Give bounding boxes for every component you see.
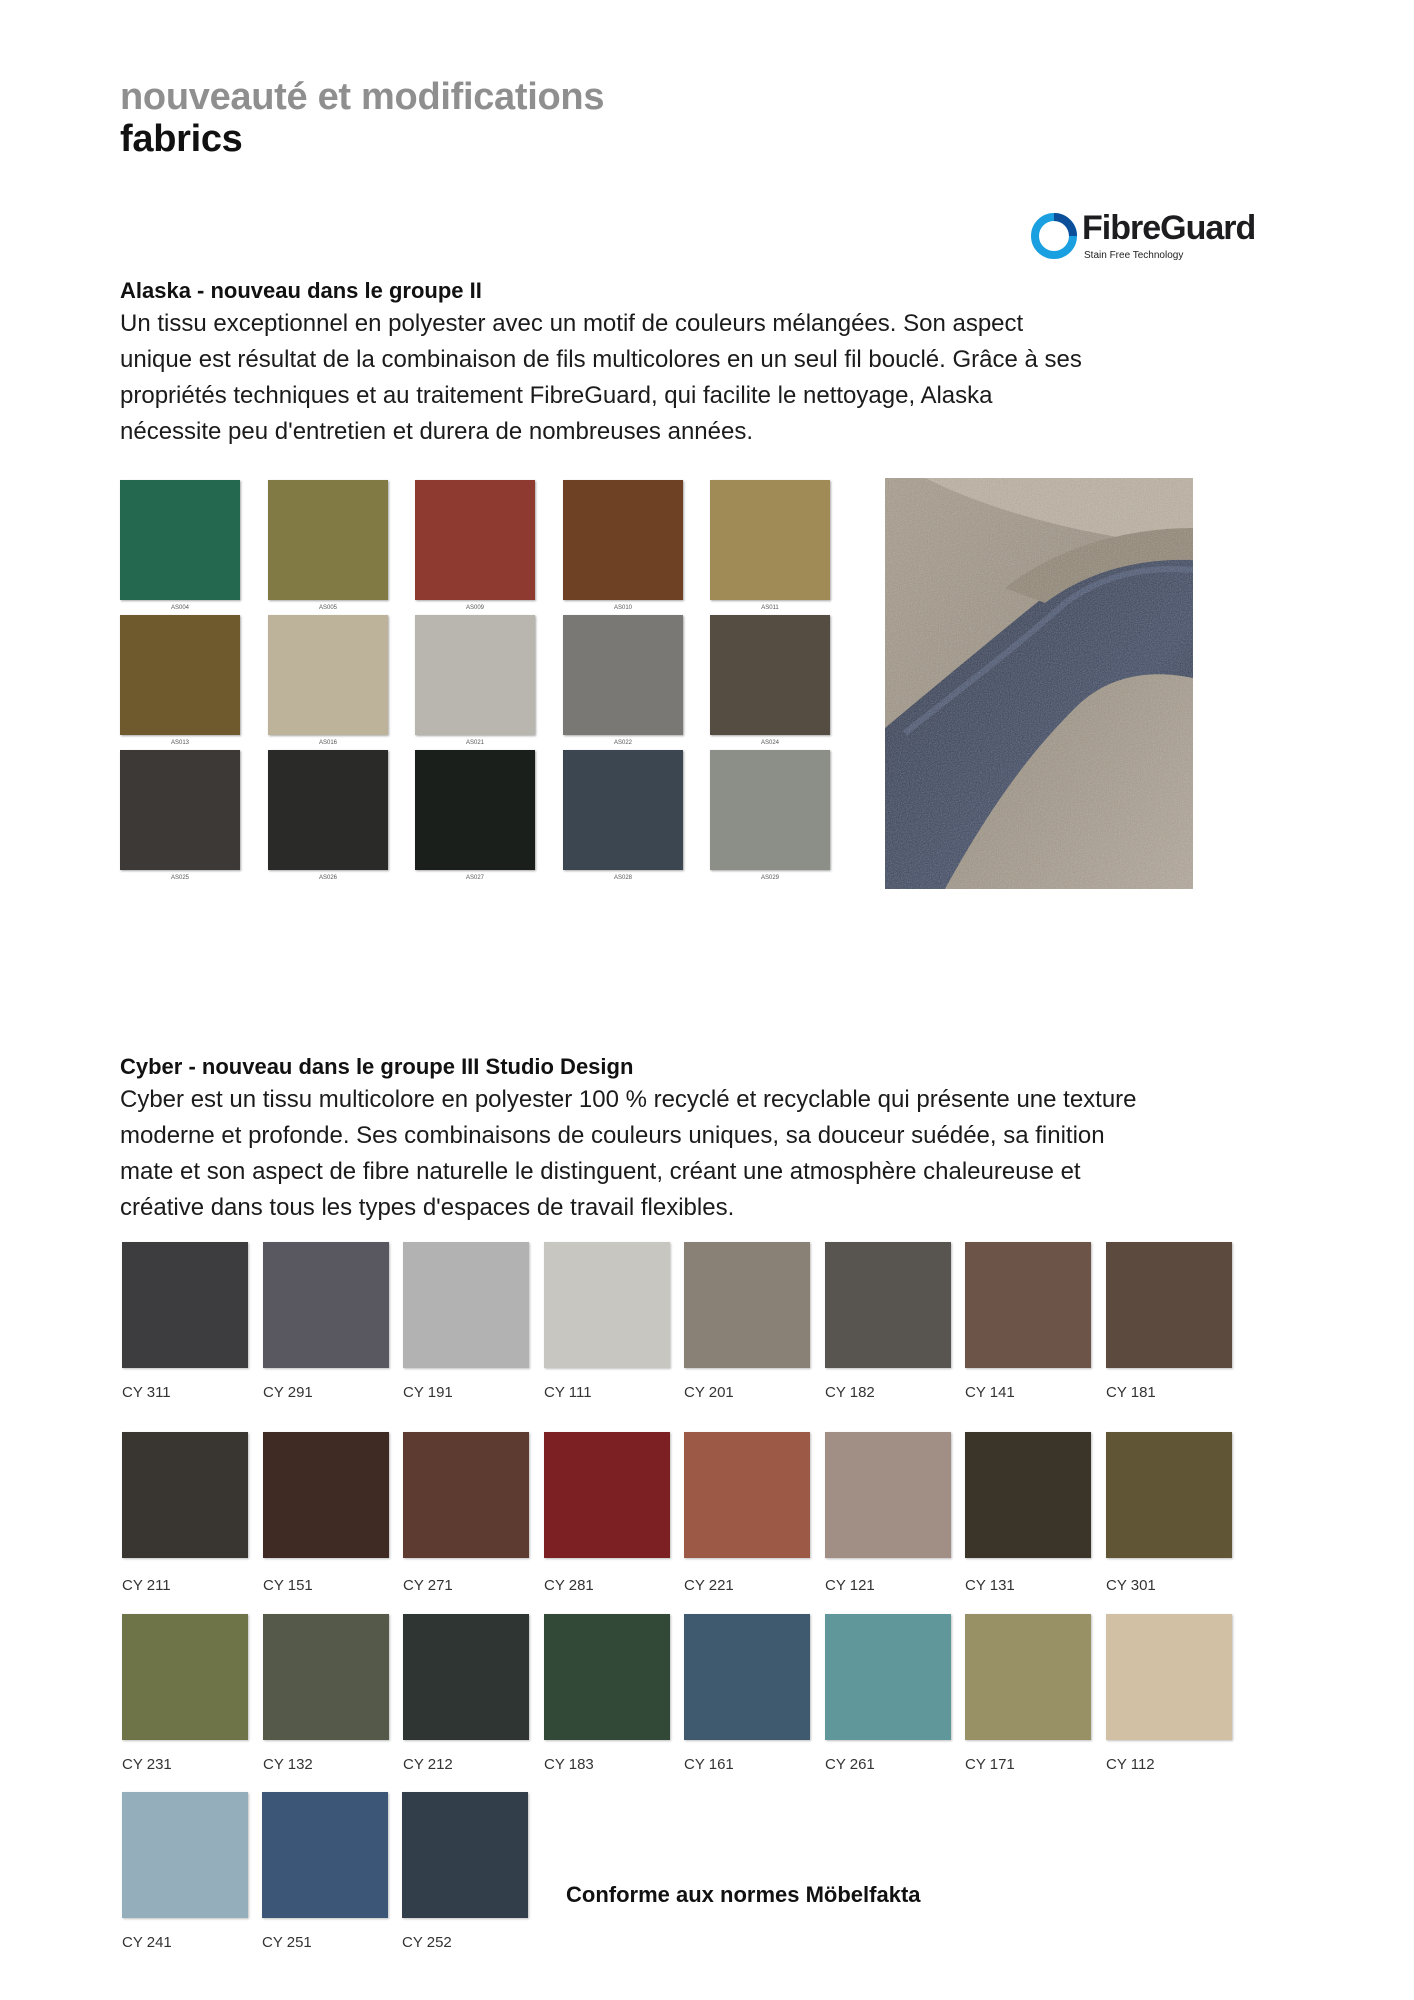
cyber-swatch-code: CY 121: [825, 1577, 875, 1594]
cyber-swatch: [262, 1792, 388, 1918]
cyber-swatch: [402, 1792, 528, 1918]
alaska-line: nécessite peu d'entretien et durera de nombreuses années.: [120, 418, 753, 445]
cyber-line: moderne et profonde. Ses combinaisons de couleurs uniques, sa douceur suédée, sa finition: [120, 1122, 1105, 1149]
cyber-swatch: [684, 1614, 810, 1740]
cyber-swatch: [403, 1432, 529, 1558]
alaska-swatch-code: AS022: [613, 740, 632, 746]
cyber-swatch-code: CY 241: [122, 1934, 172, 1951]
cyber-swatch-code: CY 171: [965, 1756, 1015, 1773]
cyber-swatch-code: CY 221: [684, 1577, 734, 1594]
cyber-swatch-code: CY 131: [965, 1577, 1015, 1594]
page-subtitle: nouveauté et modifications: [120, 76, 605, 118]
alaska-fabric-photo: [885, 478, 1193, 889]
cyber-swatch-code: CY 201: [684, 1384, 734, 1401]
cyber-swatch-code: CY 211: [122, 1577, 171, 1594]
alaska-swatch: [415, 615, 535, 735]
cyber-title: Cyber - nouveau dans le groupe III Studio Design: [120, 1054, 634, 1079]
logo-tagline: Stain Free Technology: [1084, 250, 1184, 261]
alaska-title: Alaska - nouveau dans le groupe II: [120, 278, 482, 303]
alaska-swatch: [563, 480, 683, 600]
cyber-swatch-code: CY 141: [965, 1384, 1015, 1401]
alaska-swatch-code: AS010: [613, 605, 632, 611]
cyber-swatch: [122, 1242, 248, 1368]
alaska-swatch-code: AS025: [170, 875, 189, 881]
alaska-swatch: [710, 480, 830, 600]
alaska-swatch-code: AS016: [318, 740, 337, 746]
alaska-swatch: [268, 480, 388, 600]
cyber-swatch-code: CY 251: [262, 1934, 312, 1951]
cyber-swatch: [403, 1242, 529, 1368]
cyber-swatch: [965, 1614, 1091, 1740]
cyber-swatch: [1106, 1242, 1232, 1368]
cyber-swatch-code: CY 181: [1106, 1384, 1156, 1401]
cyber-swatch: [544, 1614, 670, 1740]
cyber-swatch-code: CY 311: [122, 1384, 171, 1401]
alaska-swatch-code: AS004: [170, 605, 189, 611]
cyber-swatch-code: CY 183: [544, 1756, 594, 1773]
cyber-swatch-code: CY 252: [402, 1934, 452, 1951]
cyber-swatch: [684, 1242, 810, 1368]
alaska-swatch-code: AS021: [465, 740, 484, 746]
cyber-swatch-code: CY 271: [403, 1577, 453, 1594]
cyber-swatch: [825, 1432, 951, 1558]
cyber-swatch: [122, 1792, 248, 1918]
cyber-swatch: [122, 1432, 248, 1558]
alaska-swatch: [415, 750, 535, 870]
cyber-swatch: [544, 1242, 670, 1368]
alaska-swatch: [120, 750, 240, 870]
alaska-swatch: [268, 750, 388, 870]
cyber-line: Cyber est un tissu multicolore en polyester 100 % recyclé et recyclable qui présente une texture: [120, 1086, 1137, 1113]
alaska-swatch-code: AS029: [760, 875, 779, 881]
cyber-swatch: [965, 1432, 1091, 1558]
fabric-photo-illustration: [885, 478, 1193, 889]
cyber-swatch: [684, 1432, 810, 1558]
alaska-line: Un tissu exceptionnel en polyester avec un motif de couleurs mélangées. Son aspect: [120, 310, 1024, 337]
cyber-swatch-code: CY 281: [544, 1577, 594, 1594]
alaska-swatch-code: AS028: [613, 875, 632, 881]
cyber-swatch-code: CY 111: [544, 1384, 592, 1401]
cyber-line: mate et son aspect de fibre naturelle le distinguent, créant une atmosphère chaleureuse et: [120, 1158, 1081, 1185]
cyber-description: [120, 1082, 1250, 1226]
cyber-line: créative dans tous les types d'espaces de travail flexibles.: [120, 1194, 735, 1221]
alaska-line: propriétés techniques et au traitement FibreGuard, qui facilite le nettoyage, Alaska: [120, 382, 993, 409]
cyber-swatch-code: CY 231: [122, 1756, 172, 1773]
cyber-swatch-code: CY 291: [263, 1384, 313, 1401]
alaska-swatch: [415, 480, 535, 600]
cyber-swatch: [403, 1614, 529, 1740]
cyber-swatch-code: CY 212: [403, 1756, 453, 1773]
fibreguard-logo: [1030, 208, 1270, 266]
fibreguard-ring-icon: [1030, 208, 1080, 264]
cyber-swatch-code: CY 191: [403, 1384, 453, 1401]
alaska-swatch: [710, 615, 830, 735]
alaska-swatch: [563, 750, 683, 870]
page-title: fabrics: [120, 118, 243, 160]
cyber-swatch-code: CY 182: [825, 1384, 875, 1401]
alaska-swatch-code: AS027: [465, 875, 484, 881]
cyber-swatch-code: CY 112: [1106, 1756, 1155, 1773]
cyber-swatch-code: CY 261: [825, 1756, 875, 1773]
alaska-swatch-code: AS013: [170, 740, 189, 746]
cyber-swatch: [544, 1432, 670, 1558]
alaska-swatch: [120, 480, 240, 600]
cyber-swatch: [263, 1242, 389, 1368]
cyber-swatch-code: CY 151: [263, 1577, 313, 1594]
cyber-swatch: [825, 1614, 951, 1740]
alaska-swatch-code: AS005: [318, 605, 337, 611]
cyber-swatch-code: CY 161: [684, 1756, 734, 1773]
cyber-swatch: [825, 1242, 951, 1368]
alaska-description: [120, 306, 1250, 450]
cyber-swatch-code: CY 132: [263, 1756, 313, 1773]
cyber-swatch: [263, 1614, 389, 1740]
alaska-swatch: [268, 615, 388, 735]
cyber-swatch: [263, 1432, 389, 1558]
alaska-swatch: [563, 615, 683, 735]
cyber-swatch: [122, 1614, 248, 1740]
alaska-swatch: [120, 615, 240, 735]
cyber-swatch: [1106, 1614, 1232, 1740]
cyber-swatch: [1106, 1432, 1232, 1558]
alaska-swatch-code: AS024: [760, 740, 779, 746]
logo-name: FibreGuard: [1082, 209, 1256, 247]
alaska-swatch-code: AS011: [761, 605, 779, 611]
compliance-note: Conforme aux normes Möbelfakta: [566, 1882, 921, 1907]
alaska-swatch-code: AS009: [465, 605, 484, 611]
cyber-swatch: [965, 1242, 1091, 1368]
cyber-swatch-code: CY 301: [1106, 1577, 1156, 1594]
alaska-line: unique est résultat de la combinaison de fils multicolores en un seul fil bouclé. Grâce à ses: [120, 346, 1082, 373]
alaska-swatch: [710, 750, 830, 870]
alaska-swatch-code: AS026: [318, 875, 337, 881]
